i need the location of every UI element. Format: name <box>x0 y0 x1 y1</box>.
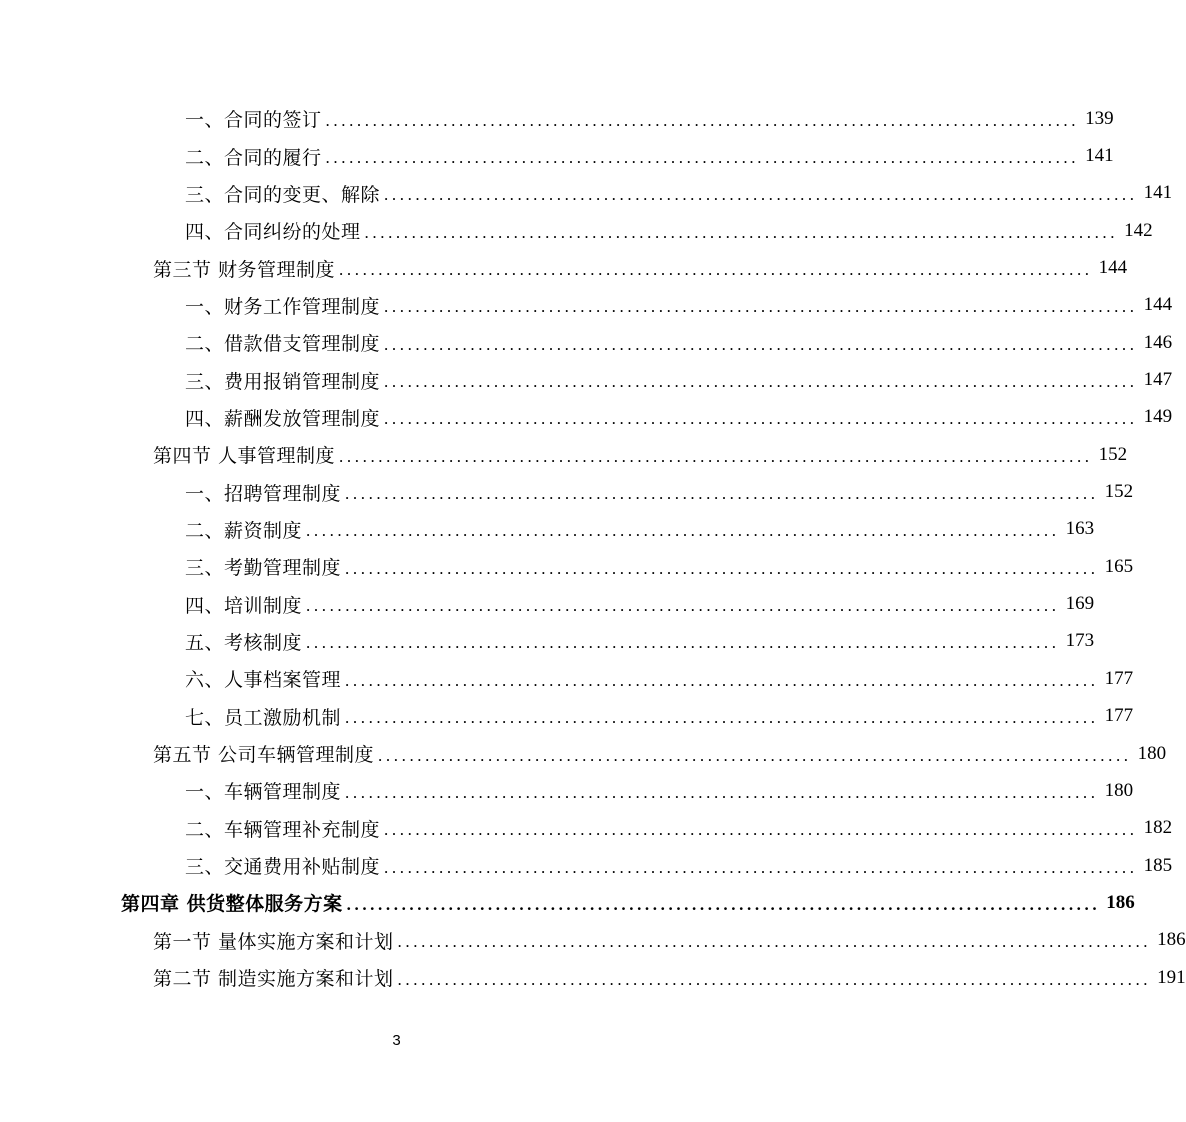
toc-dot-leader: ................................................................................................ <box>384 334 1138 354</box>
toc-subsection-entry[interactable] <box>0 623 1095 660</box>
toc-dot-leader: ................................................................................................ <box>384 372 1138 392</box>
toc-entry-title: 四、合同纠纷的处理 <box>185 221 361 244</box>
toc-subsection-entry[interactable] <box>0 772 1134 809</box>
toc-dot-leader: ................................................................................................ <box>306 596 1060 616</box>
toc-entry-page: 186 <box>1106 891 1135 913</box>
toc-entry-title: 第五节 公司车辆管理制度 <box>153 744 375 767</box>
page-number: 3 <box>392 1032 401 1049</box>
toc-entry-title: 三、费用报销管理制度 <box>185 370 381 393</box>
toc-entry-page: 144 <box>1098 257 1128 279</box>
toc-dot-leader: ................................................................................................ <box>397 969 1152 989</box>
toc-entry-title: 三、考勤管理制度 <box>185 557 342 580</box>
toc-entry-page: 146 <box>1143 331 1173 353</box>
toc-entry-page: 173 <box>1065 630 1095 652</box>
toc-section-entry[interactable] <box>0 436 1128 473</box>
toc-entry-page: 152 <box>1104 481 1134 503</box>
toc-section-entry[interactable] <box>0 735 1167 772</box>
toc-subsection-entry[interactable] <box>0 660 1134 697</box>
toc-dot-leader: ................................................................................................ <box>345 558 1099 578</box>
toc-entry-title: 第三节 财务管理制度 <box>153 258 336 281</box>
toc-subsection-entry[interactable] <box>0 847 1173 884</box>
toc-entry-page: 163 <box>1065 518 1095 540</box>
toc-entry-page: 177 <box>1104 667 1134 689</box>
toc-entry-page: 142 <box>1124 219 1153 241</box>
toc-entry-page: 169 <box>1065 593 1095 615</box>
toc-entry-title: 第四节 人事管理制度 <box>153 445 336 468</box>
toc-entry-title: 六、人事档案管理 <box>185 669 342 692</box>
table-of-contents <box>0 100 1186 996</box>
toc-entry-title: 第四章 供货整体服务方案 <box>121 893 343 916</box>
toc-entry-page: 144 <box>1143 294 1173 316</box>
toc-entry-title: 一、车辆管理制度 <box>185 781 342 804</box>
toc-entry-page: 180 <box>1104 779 1134 801</box>
toc-dot-leader: ................................................................................................ <box>384 409 1138 429</box>
toc-subsection-entry[interactable] <box>0 511 1095 548</box>
toc-entry-page: 165 <box>1104 555 1134 577</box>
toc-entry-title: 一、招聘管理制度 <box>185 482 342 505</box>
toc-entry-page: 141 <box>1143 182 1173 204</box>
toc-entry-page: 180 <box>1137 742 1167 764</box>
toc-dot-leader: ................................................................................................ <box>364 222 1119 242</box>
toc-entry-page: 141 <box>1085 145 1114 167</box>
toc-entry-title: 第二节 制造实施方案和计划 <box>153 968 394 991</box>
toc-entry-title: 三、交通费用补贴制度 <box>185 856 381 879</box>
toc-dot-leader: ................................................................................................ <box>397 932 1152 952</box>
toc-subsection-entry[interactable] <box>0 100 1114 137</box>
toc-entry-page: 177 <box>1104 705 1134 727</box>
toc-entry-title: 二、借款借支管理制度 <box>185 333 381 356</box>
toc-dot-leader: ................................................................................................ <box>384 857 1138 877</box>
toc-entry-page: 185 <box>1143 854 1173 876</box>
toc-subsection-entry[interactable] <box>0 361 1173 398</box>
toc-dot-leader: ................................................................................................ <box>325 148 1080 168</box>
toc-entry-title: 四、培训制度 <box>185 594 303 617</box>
toc-dot-leader: ................................................................................................ <box>345 782 1099 802</box>
toc-subsection-entry[interactable] <box>0 212 1153 249</box>
toc-entry-page: 139 <box>1085 107 1114 129</box>
toc-entry-page: 186 <box>1157 929 1186 951</box>
toc-subsection-entry[interactable] <box>0 698 1134 735</box>
toc-entry-title: 二、合同的履行 <box>185 146 322 169</box>
toc-section-entry[interactable] <box>0 249 1128 286</box>
toc-dot-leader: ................................................................................................ <box>325 110 1080 130</box>
toc-entry-title: 第一节 量体实施方案和计划 <box>153 930 394 953</box>
toc-dot-leader: ................................................................................................ <box>306 521 1060 541</box>
toc-subsection-entry[interactable] <box>0 137 1114 174</box>
toc-subsection-entry[interactable] <box>0 399 1173 436</box>
toc-entry-title: 二、薪资制度 <box>185 519 303 542</box>
toc-entry-title: 七、员工激励机制 <box>185 706 342 729</box>
toc-dot-leader: ................................................................................................ <box>384 820 1138 840</box>
toc-dot-leader: ................................................................................................ <box>345 484 1099 504</box>
toc-entry-page: 191 <box>1157 966 1186 988</box>
toc-dot-leader: ................................................................................................ <box>346 894 1101 914</box>
toc-section-entry[interactable] <box>0 922 1186 959</box>
toc-dot-leader: ................................................................................................ <box>339 260 1093 280</box>
toc-entry-title: 一、合同的签订 <box>185 109 322 132</box>
toc-subsection-entry[interactable] <box>0 810 1173 847</box>
toc-subsection-entry[interactable] <box>0 548 1134 585</box>
toc-dot-leader: ................................................................................................ <box>378 745 1132 765</box>
toc-entry-title: 五、考核制度 <box>185 631 303 654</box>
toc-entry-page: 182 <box>1143 817 1173 839</box>
toc-dot-leader: ................................................................................................ <box>384 297 1138 317</box>
toc-dot-leader: ................................................................................................ <box>306 633 1060 653</box>
toc-entry-title: 二、车辆管理补充制度 <box>185 818 381 841</box>
toc-section-entry[interactable] <box>0 959 1186 996</box>
toc-entry-page: 149 <box>1143 406 1173 428</box>
toc-entry-page: 152 <box>1098 443 1128 465</box>
toc-subsection-entry[interactable] <box>0 585 1095 622</box>
toc-subsection-entry[interactable] <box>0 287 1173 324</box>
toc-dot-leader: ................................................................................................ <box>339 446 1093 466</box>
toc-dot-leader: ................................................................................................ <box>345 670 1099 690</box>
toc-dot-leader: ................................................................................................ <box>384 185 1138 205</box>
toc-entry-title: 三、合同的变更、解除 <box>185 183 381 206</box>
toc-entry-title: 一、财务工作管理制度 <box>185 295 381 318</box>
toc-entry-page: 147 <box>1143 369 1173 391</box>
toc-chapter-entry[interactable] <box>0 884 1135 921</box>
toc-subsection-entry[interactable] <box>0 324 1173 361</box>
toc-subsection-entry[interactable] <box>0 175 1173 212</box>
toc-entry-title: 四、薪酬发放管理制度 <box>185 407 381 430</box>
toc-subsection-entry[interactable] <box>0 473 1134 510</box>
toc-dot-leader: ................................................................................................ <box>345 708 1099 728</box>
